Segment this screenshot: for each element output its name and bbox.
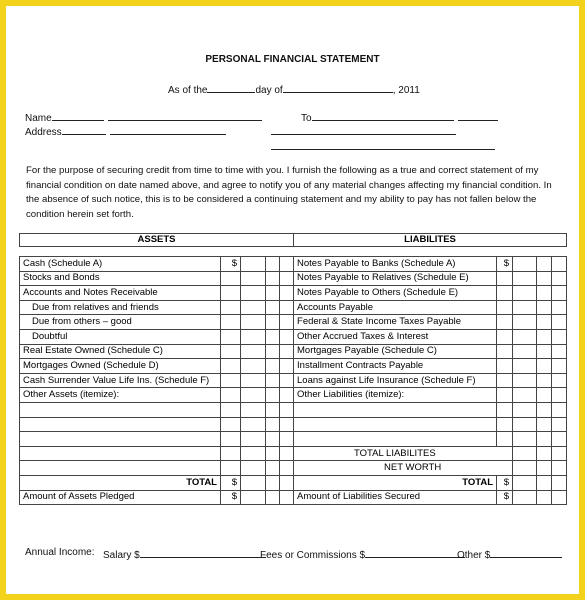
asset-amount-cell[interactable] [280,432,294,447]
asset-dollar [221,417,241,432]
salary-field[interactable] [140,547,266,558]
asset-amount-cell[interactable] [241,329,266,344]
liability-amount-cell[interactable] [537,475,552,490]
statement-page [6,6,579,594]
liability-amount-cell[interactable] [513,446,537,461]
liability-amount-cell[interactable] [552,286,567,301]
liability-amount-cell[interactable] [552,402,567,417]
liability-dollar [497,359,513,374]
table-header-row [20,234,567,247]
asset-amount-cell[interactable] [266,388,280,403]
table-row [20,344,567,359]
asset-label: Due from relatives and friends [20,300,221,315]
secured-dollar: $ [497,490,513,505]
assets-total-label: TOTAL [20,475,221,490]
table-row [20,388,567,403]
asset-amount-cell[interactable] [241,446,266,461]
asset-amount-cell[interactable] [280,490,294,505]
asset-dollar [221,373,241,388]
liability-amount-cell[interactable] [513,271,537,286]
asset-label: Accounts and Notes Receivable [20,286,221,301]
asset-amount-cell[interactable] [241,490,266,505]
asset-amount-cell[interactable] [241,257,266,272]
liability-amount-cell[interactable] [552,461,567,476]
table-row [20,286,567,301]
to-row-3 [271,139,495,153]
liability-label: Installment Contracts Payable [294,359,497,374]
asset-amount-cell[interactable] [280,402,294,417]
asset-amount-cell[interactable] [241,475,266,490]
liability-label: Other Accrued Taxes & Interest [294,329,497,344]
table-row [20,315,567,330]
asset-amount-cell[interactable] [266,417,280,432]
liability-amount-cell[interactable] [513,315,537,330]
annual-income-label: Annual Income: [25,547,95,558]
liability-amount-cell[interactable] [513,388,537,403]
asset-amount-cell[interactable] [266,446,280,461]
liability-amount-cell[interactable] [537,461,552,476]
asset-label: Cash (Schedule A) [20,257,221,272]
liability-amount-cell[interactable] [552,417,567,432]
liability-label: Notes Payable to Others (Schedule E) [294,286,497,301]
liability-amount-cell[interactable] [513,257,537,272]
liability-amount-cell[interactable] [513,286,537,301]
liability-amount-cell[interactable] [513,461,537,476]
liability-label: Notes Payable to Relatives (Schedule E) [294,271,497,286]
liability-dollar [497,388,513,403]
asset-amount-cell[interactable] [280,461,294,476]
assets-header: ASSETS [20,234,294,247]
liability-amount-cell[interactable] [537,417,552,432]
asset-amount-cell[interactable] [280,373,294,388]
asset-amount-cell[interactable] [241,315,266,330]
liability-item-cell[interactable] [294,402,497,417]
liability-amount-cell[interactable] [552,446,567,461]
other-label: Other $ [457,550,491,561]
total-liabilities-row [20,446,567,461]
asset-amount-cell[interactable] [266,475,280,490]
asset-amount-cell[interactable] [266,461,280,476]
liabilities-total-dollar: $ [497,475,513,490]
liability-dollar [497,344,513,359]
asset-amount-cell[interactable] [266,432,280,447]
asset-label: Other Assets (itemize): [20,388,221,403]
liability-dollar: $ [497,257,513,272]
liability-label: Mortgages Payable (Schedule C) [294,344,497,359]
liability-amount-cell[interactable] [552,257,567,272]
asset-dollar [221,461,241,476]
asset-amount-cell[interactable] [241,402,266,417]
liability-label: Notes Payable to Banks (Schedule A) [294,257,497,272]
asset-amount-cell[interactable] [266,315,280,330]
name-field[interactable] [52,110,104,121]
asset-amount-cell[interactable] [280,286,294,301]
liability-amount-cell[interactable] [537,432,552,447]
liability-dollar [497,315,513,330]
asset-dollar: $ [221,257,241,272]
page-title: PERSONAL FINANCIAL STATEMENT [205,54,380,65]
address-field[interactable] [62,124,106,135]
asset-dollar [221,446,241,461]
to-row [301,110,498,124]
liability-amount-cell[interactable] [552,315,567,330]
liability-amount-cell[interactable] [537,300,552,315]
liability-amount-cell[interactable] [537,286,552,301]
asset-amount-cell[interactable] [280,300,294,315]
other-income-field[interactable] [490,547,562,558]
asset-dollar [221,300,241,315]
net-worth-label: NET WORTH [294,461,513,476]
asset-amount-cell[interactable] [266,257,280,272]
to-field-2[interactable] [458,110,498,121]
asset-item-cell[interactable] [20,402,221,417]
liability-amount-cell[interactable] [513,344,537,359]
asset-amount-cell[interactable] [266,373,280,388]
financial-table [19,233,567,505]
liabilities-secured-label: Amount of Liabilities Secured [294,490,497,505]
to-address-field[interactable] [271,124,456,135]
liability-amount-cell[interactable] [537,402,552,417]
asset-dollar [221,344,241,359]
date-line [168,82,420,96]
asset-amount-cell[interactable] [280,417,294,432]
asset-dollar [221,432,241,447]
liability-amount-cell[interactable] [537,344,552,359]
liability-amount-cell[interactable] [513,329,537,344]
liability-amount-cell[interactable] [552,432,567,447]
asset-amount-cell[interactable] [266,359,280,374]
asset-dollar [221,286,241,301]
fees-row [260,547,465,561]
liability-amount-cell[interactable] [513,300,537,315]
asset-dollar [221,388,241,403]
liability-amount-cell[interactable] [513,417,537,432]
date-prefix: As of the [168,85,208,96]
salary-row [103,547,266,561]
liability-label: Federal & State Income Taxes Payable [294,315,497,330]
asset-amount-cell[interactable] [280,315,294,330]
liability-item-cell[interactable] [294,417,497,432]
table-row [20,417,567,432]
date-suffix: , 2011 [392,85,420,96]
asset-item-cell[interactable] [20,461,221,476]
address-field-2[interactable] [110,124,226,135]
liability-dollar [497,271,513,286]
asset-label: Mortgages Owned (Schedule D) [20,359,221,374]
asset-amount-cell[interactable] [241,432,266,447]
liability-dollar [497,432,513,447]
liability-amount-cell[interactable] [552,300,567,315]
asset-amount-cell[interactable] [280,475,294,490]
asset-amount-cell[interactable] [241,461,266,476]
asset-amount-cell[interactable] [266,300,280,315]
asset-label: Due from others – good [20,315,221,330]
liabilities-total-label: TOTAL [294,475,497,490]
asset-amount-cell[interactable] [241,388,266,403]
asset-dollar [221,359,241,374]
liability-amount-cell[interactable] [537,359,552,374]
liability-dollar [497,373,513,388]
asset-label: Doubtful [20,329,221,344]
table-row [20,271,567,286]
assets-pledged-label: Amount of Assets Pledged [20,490,221,505]
table-row [20,257,567,272]
name-label: Name [25,113,52,124]
asset-amount-cell[interactable] [241,417,266,432]
net-worth-row [20,461,567,476]
liabilities-header: LIABILITES [294,234,567,247]
table-row [20,373,567,388]
liability-amount-cell[interactable] [552,271,567,286]
liability-label: Other Liabilities (itemize): [294,388,497,403]
liability-dollar [497,417,513,432]
asset-dollar [221,271,241,286]
assets-total-dollar: $ [221,475,241,490]
asset-amount-cell[interactable] [280,329,294,344]
liability-amount-cell[interactable] [537,315,552,330]
liability-amount-cell[interactable] [537,329,552,344]
total-row [20,475,567,490]
table-row [20,359,567,374]
address-row [25,124,226,138]
liability-item-cell[interactable] [294,432,497,447]
asset-item-cell[interactable] [20,432,221,447]
liability-amount-cell[interactable] [552,359,567,374]
asset-amount-cell[interactable] [280,359,294,374]
liability-amount-cell[interactable] [552,373,567,388]
asset-amount-cell[interactable] [280,446,294,461]
fees-field[interactable] [365,547,465,558]
table-row [20,402,567,417]
fees-label: Fees or Commissions $ [260,550,366,561]
liability-amount-cell[interactable] [552,344,567,359]
liability-amount-cell[interactable] [552,475,567,490]
asset-item-cell[interactable] [20,417,221,432]
table-row [20,300,567,315]
liability-dollar [497,286,513,301]
liability-amount-cell[interactable] [552,388,567,403]
asset-amount-cell[interactable] [241,373,266,388]
to-row-2 [271,124,456,138]
asset-dollar [221,329,241,344]
intro-paragraph: For the purpose of securing credit from time to time with you. I furnish the following as a true and correct statement of my financial condition on date named above, and agree to notify you of any material changes affecting my financial condition. In the absence of such notice, this is to be considered a continuing statement and my ability to pay has not fallen below the condition herein set forth. [26,165,552,220]
pledged-row [20,490,567,505]
asset-dollar [221,402,241,417]
asset-amount-cell[interactable] [280,388,294,403]
asset-amount-cell[interactable] [280,344,294,359]
asset-amount-cell[interactable] [266,271,280,286]
liability-label: Accounts Payable [294,300,497,315]
liability-amount-cell[interactable] [537,490,552,505]
liability-amount-cell[interactable] [537,446,552,461]
liability-amount-cell[interactable] [513,373,537,388]
liability-dollar [497,329,513,344]
asset-amount-cell[interactable] [241,286,266,301]
liability-amount-cell[interactable] [513,402,537,417]
asset-label: Cash Surrender Value Life Ins. (Schedule F) [20,373,221,388]
asset-amount-cell[interactable] [280,257,294,272]
asset-dollar [221,315,241,330]
liability-amount-cell[interactable] [537,373,552,388]
asset-amount-cell[interactable] [266,329,280,344]
asset-amount-cell[interactable] [241,271,266,286]
name-field-2[interactable] [108,110,262,121]
name-row [25,110,262,124]
to-city-field[interactable] [271,139,495,150]
to-label: To [301,113,312,124]
asset-amount-cell[interactable] [266,286,280,301]
other-income-row [457,547,562,561]
liability-dollar [497,402,513,417]
asset-label: Real Estate Owned (Schedule C) [20,344,221,359]
address-label: Address [25,127,62,138]
liability-dollar [497,300,513,315]
table-row [20,329,567,344]
salary-label: Salary $ [103,550,140,561]
liability-amount-cell[interactable] [513,475,537,490]
asset-amount-cell[interactable] [241,300,266,315]
asset-item-cell[interactable] [20,446,221,461]
liability-amount-cell[interactable] [537,257,552,272]
liability-amount-cell[interactable] [513,490,537,505]
spacer-row [20,247,567,257]
asset-amount-cell[interactable] [266,402,280,417]
table-row [20,432,567,447]
liability-amount-cell[interactable] [552,329,567,344]
asset-amount-cell[interactable] [266,490,280,505]
liability-amount-cell[interactable] [537,388,552,403]
liability-amount-cell[interactable] [513,359,537,374]
day-field[interactable] [207,82,255,93]
asset-amount-cell[interactable] [266,344,280,359]
asset-amount-cell[interactable] [280,271,294,286]
liability-label: Loans against Life Insurance (Schedule F) [294,373,497,388]
liability-amount-cell[interactable] [537,271,552,286]
asset-label: Stocks and Bonds [20,271,221,286]
to-field[interactable] [312,110,454,121]
pledged-dollar: $ [221,490,241,505]
month-field[interactable] [283,82,393,93]
liability-amount-cell[interactable] [513,432,537,447]
date-mid: day of [255,85,283,96]
asset-amount-cell[interactable] [241,344,266,359]
liability-amount-cell[interactable] [552,490,567,505]
asset-amount-cell[interactable] [241,359,266,374]
total-liabilities-label: TOTAL LIABILITES [294,446,513,461]
